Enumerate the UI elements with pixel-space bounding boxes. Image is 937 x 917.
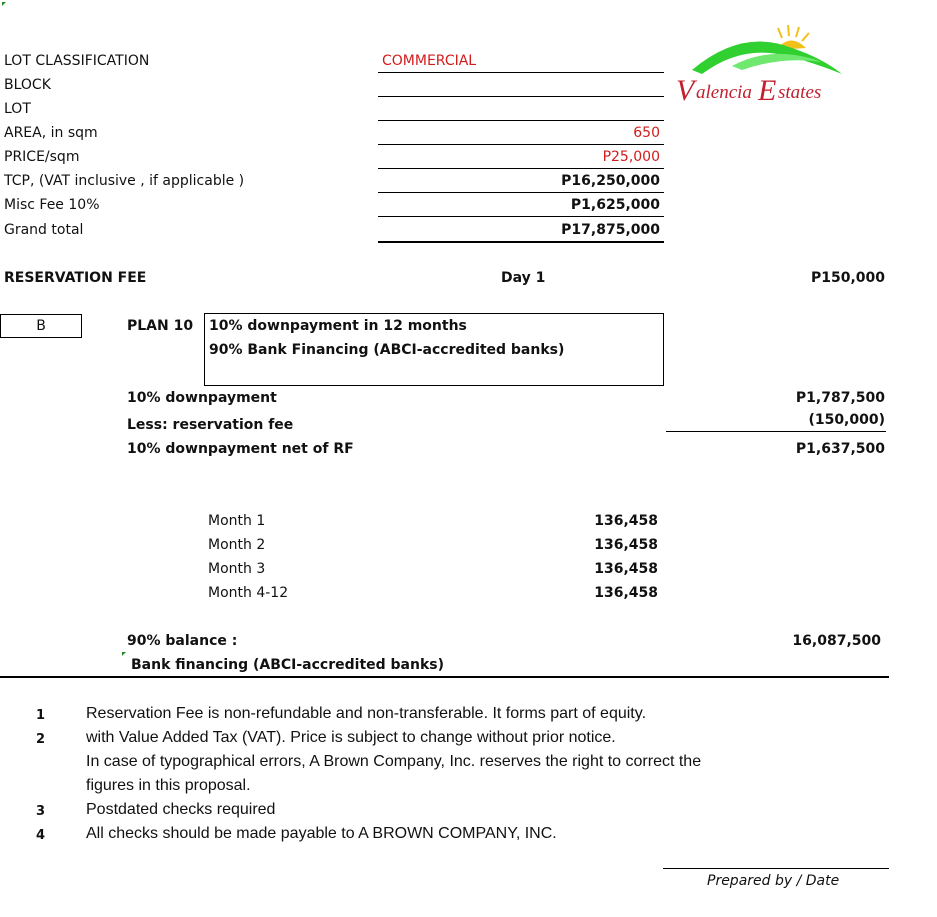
logo-graphic-icon — [672, 22, 852, 122]
area-value: 650 — [633, 125, 660, 141]
grand-total-label: Grand total — [4, 222, 84, 238]
logo-e-letter: E — [758, 74, 777, 107]
note-text: All checks should be made payable to A BROWN COMPANY, INC. — [86, 825, 557, 842]
downpayment-net-label: 10% downpayment net of RF — [127, 441, 354, 457]
note-text: Postdated checks required — [86, 801, 276, 818]
reservation-day: Day 1 — [501, 270, 546, 286]
prepared-by-label: Prepared by / Date — [707, 873, 840, 889]
plan-code-box — [0, 314, 82, 338]
note-number: 1 — [36, 708, 46, 723]
lot-classification-label: LOT CLASSIFICATION — [4, 53, 150, 69]
price-per-sqm-value: P25,000 — [602, 149, 660, 165]
month-value: 136,458 — [594, 537, 658, 553]
grand-total-value: P17,875,000 — [561, 222, 660, 238]
price-per-sqm-label: PRICE/sqm — [4, 149, 80, 165]
plan-code: B — [36, 318, 46, 334]
plan-line-2: 90% Bank Financing (ABCI-accredited banks) — [209, 342, 565, 358]
block-label: BLOCK — [4, 77, 51, 93]
plan-name: PLAN 10 — [127, 318, 194, 334]
month-value: 136,458 — [594, 513, 658, 529]
logo-text-estates: states — [778, 82, 822, 103]
less-reservation-value: (150,000) — [808, 412, 885, 428]
reservation-fee-label: RESERVATION FEE — [4, 270, 147, 286]
reservation-fee-amount: P150,000 — [810, 270, 885, 286]
note-text: Reservation Fee is non-refundable and non-transferable. It forms part of equity. — [86, 705, 647, 722]
balance-value: 16,087,500 — [792, 633, 881, 649]
divider — [378, 96, 664, 97]
month-label: Month 2 — [208, 537, 266, 553]
area-label: AREA, in sqm — [4, 125, 98, 141]
lot-classification-value: COMMERCIAL — [382, 53, 477, 69]
cell-marker-top — [2, 2, 6, 6]
divider — [378, 241, 664, 243]
downpayment-value: P1,787,500 — [795, 390, 885, 406]
downpayment-label: 10% downpayment — [127, 390, 277, 406]
note-number: 4 — [36, 828, 46, 843]
less-reservation-label: Less: reservation fee — [127, 417, 294, 433]
logo-text-valencia: alencia — [696, 82, 752, 103]
month-value: 136,458 — [594, 561, 658, 577]
divider — [378, 168, 664, 169]
note-text: with Value Added Tax (VAT). Price is subject to change without prior notice. — [86, 729, 616, 746]
note-number: 2 — [36, 732, 46, 747]
signature-line — [663, 868, 889, 869]
divider — [378, 144, 664, 145]
bank-financing-label: Bank financing (ABCI-accredited banks) — [131, 657, 445, 673]
month-value: 136,458 — [594, 585, 658, 601]
misc-fee-label: Misc Fee 10% — [4, 197, 100, 213]
note-number: 3 — [36, 804, 46, 819]
divider — [378, 120, 664, 121]
plan-line-1: 10% downpayment in 12 months — [209, 318, 467, 334]
month-label: Month 3 — [208, 561, 266, 577]
note-text: In case of typographical errors, A Brown Company, Inc. reserves the right to correct the — [86, 753, 702, 770]
note-text: figures in this proposal. — [86, 777, 251, 794]
section-divider — [0, 676, 889, 678]
divider — [378, 72, 664, 73]
divider — [666, 431, 886, 432]
downpayment-net-value: P1,637,500 — [795, 441, 885, 457]
cell-marker — [122, 652, 126, 656]
lot-label: LOT — [4, 101, 31, 117]
divider — [378, 192, 664, 193]
month-label: Month 4-12 — [208, 585, 289, 601]
balance-label: 90% balance : — [127, 633, 238, 649]
plan-description-box — [204, 313, 664, 386]
month-label: Month 1 — [208, 513, 266, 529]
divider — [378, 216, 664, 217]
valencia-estates-logo — [672, 22, 852, 122]
logo-v-letter: V — [676, 74, 695, 107]
tcp-label: TCP, (VAT inclusive , if applicable ) — [4, 173, 245, 189]
tcp-value: P16,250,000 — [561, 173, 660, 189]
misc-fee-value: P1,625,000 — [570, 197, 660, 213]
